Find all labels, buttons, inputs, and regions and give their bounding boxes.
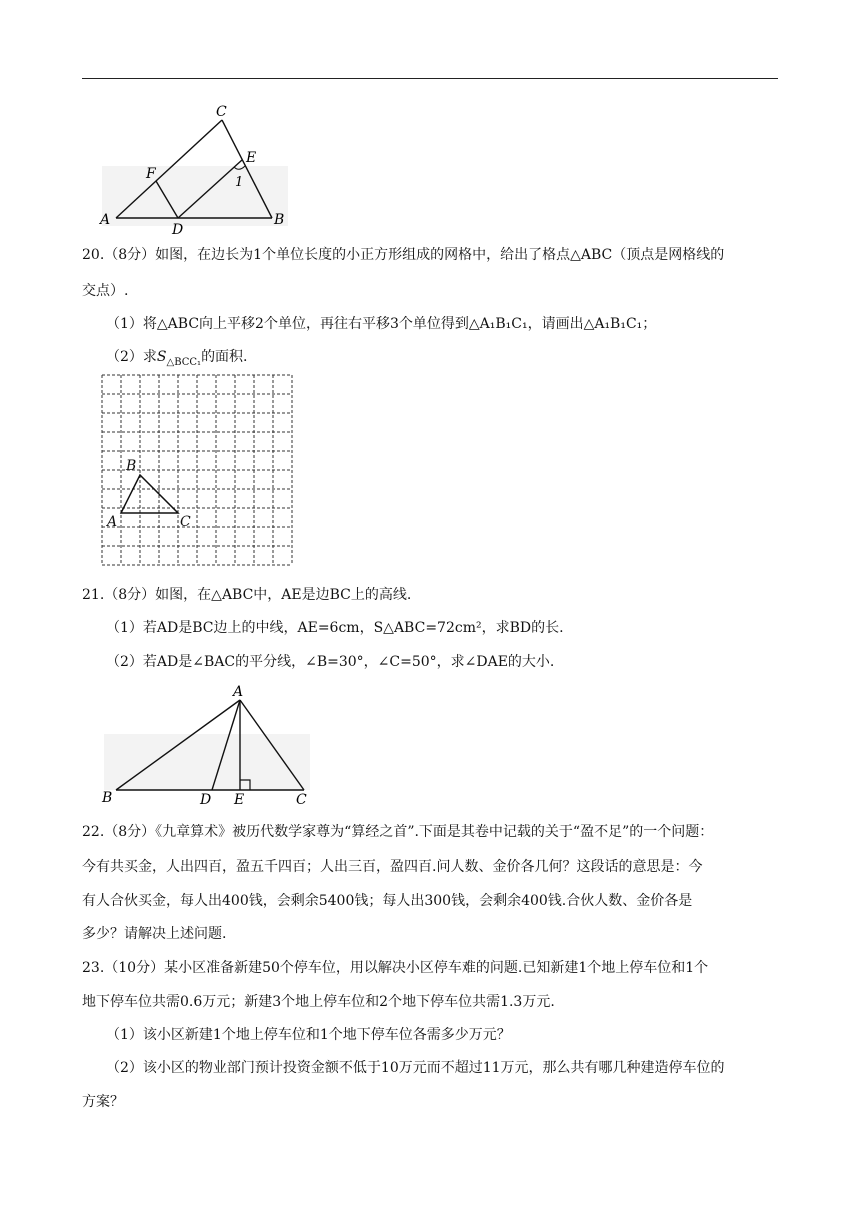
label-b: B [274, 212, 285, 228]
q21-stem: 21.（8分）如图，在△ABC中，AE是边BC上的高线. [82, 587, 412, 603]
q20-area-symbol: S [156, 349, 167, 365]
q20-area-subscript: △BCC₁ [166, 356, 202, 368]
label-a: A [100, 212, 111, 228]
q23-part2-line2: 方案？ [82, 1094, 124, 1110]
q21-part1: （1）若AD是BC边上的中线，AE=6cm，S△ABC=72cm²，求BD的长. [106, 620, 564, 636]
q20-stem-line2: 交点）. [82, 283, 129, 299]
q22-line2: 今有共买金，人出四百，盈五千四百；人出三百，盈四百.问人数、金价各几何？这段话的意思是：今 [82, 859, 703, 875]
label-e: E [234, 792, 245, 808]
q22-line4: 多少？请解决上述问题. [82, 926, 227, 942]
q21-triangle-figure [96, 680, 316, 810]
q23-line1: 23.（10分）某小区准备新建50个停车位，用以解决小区停车难的问题.已知新建1个地上停车位和1个 [82, 960, 709, 976]
label-b: B [102, 790, 113, 806]
grid-label-a: A [107, 514, 118, 530]
grid-label-c: C [180, 514, 191, 530]
triangle-abc [121, 475, 178, 513]
label-d: D [172, 222, 184, 236]
q22-line3: 有人合伙买金，每人出400钱，会剩余5400钱；每人出300钱，会剩余400钱.合伙人数、金价各是 [82, 893, 693, 909]
label-a: A [233, 684, 244, 700]
label-f: F [146, 166, 156, 182]
label-c: C [216, 104, 227, 120]
q20-grid-figure [96, 370, 302, 576]
q20-part2-pre: （2）求 [106, 349, 157, 365]
q20-part2 [106, 347, 806, 373]
figure-shading [104, 734, 310, 790]
q22-line1: 22.（8分）《九章算术》被历代数学家尊为“算经之首”.下面是其卷中记载的关于“盈不足”的一个问题： [82, 824, 714, 840]
q23-part1: （1）该小区新建1个地上停车位和1个地下停车位各需多少万元？ [106, 1027, 511, 1043]
q19-triangle-figure [96, 100, 296, 236]
label-d: D [200, 792, 212, 808]
label-angle-1: 1 [235, 175, 244, 190]
grid-label-b: B [126, 458, 137, 474]
q23-line2: 地下停车位共需0.6万元；新建3个地上停车位和2个地下停车位共需1.3万元. [82, 994, 555, 1010]
q21-part2: （2）若AD是∠BAC的平分线，∠B=30°，∠C=50°，求∠DAE的大小. [106, 654, 555, 670]
header-rule [82, 78, 778, 79]
q20-stem-line1: 20.（8分）如图，在边长为1个单位长度的小正方形组成的网格中，给出了格点△ABC（顶点是网格线的 [82, 247, 725, 263]
q20-part1: （1）将△ABC向上平移2个单位，再往右平移3个单位得到△A₁B₁C₁，请画出△A₁B₁C₁； [106, 316, 657, 332]
q23-part2-line1: （2）该小区的物业部门预计投资金额不低于10万元而不超过11万元，那么共有哪几种建造停车位的 [106, 1060, 725, 1076]
label-c: C [296, 792, 307, 808]
label-e: E [246, 150, 257, 166]
q20-part2-post: 的面积. [201, 349, 248, 365]
